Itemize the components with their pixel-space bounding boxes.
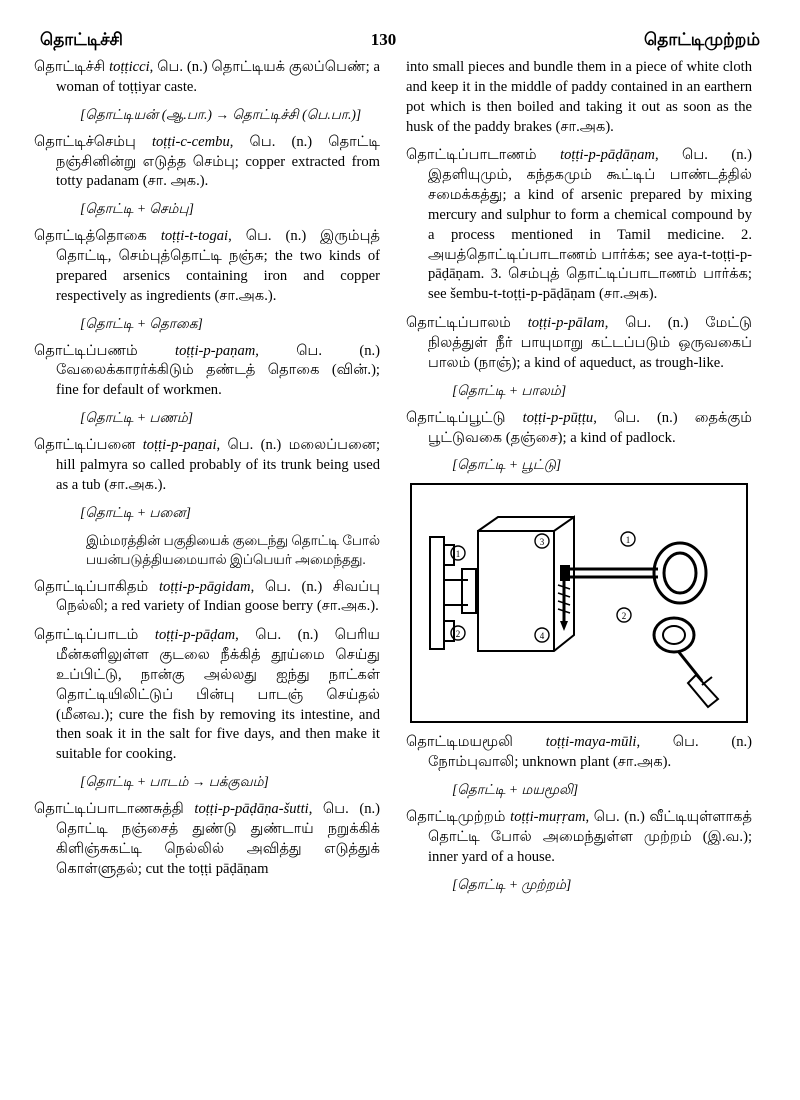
entry-totti-p-panam (34, 342, 380, 402)
entry-body: , பெ. (n.) தைக்கும் பூட்டுவகை (தஞ்சை); a kind of padlock. (428, 409, 752, 446)
entry-tottichi (34, 58, 380, 98)
transliteration: toṭṭi-p-paṇam (175, 342, 256, 359)
transliteration: toṭṭi-p-pāḍāṇam (560, 147, 655, 164)
entry-totti-p-puttu (406, 409, 752, 449)
entry-totti-p-padana-sutti (34, 800, 380, 879)
note-totti-p-panai: இம்மரத்தின் பகுதியைக் குடைந்து தொட்டி போல் பயன்படுத்தியமையால் இப்பெயர் அமைந்தது. (86, 532, 380, 568)
headword: தொட்டித்தொகை (34, 228, 147, 245)
transliteration: toṭṭi-p-paṉai (142, 437, 217, 454)
entry-totti-c-cembu (34, 133, 380, 193)
transliteration: toṭṭi-p-pūṭṭu (522, 409, 594, 426)
entry-totti-p-pagidam (34, 578, 380, 618)
headword: தொட்டிப்பாடம் (34, 627, 139, 644)
entry-totti-p-panai (34, 436, 380, 496)
entry-body: , பெ. (n.) பெரிய மீன்களிலுள்ள குடலை நீக்கித் தூய்மை செய்து உப்பிட்டு, நான்கு அல்லது ஐந்து நாட்கள் தொட்டியிலிட்டுப் பின்பு பாடஞ் செய்தல் (மீனவ.); cure the fish by removing its intestine, and then soak it in the salt for five days, and then make it suitable for cooking. (56, 627, 380, 763)
figure-label-2: 2 (455, 629, 461, 640)
entry-totti-t-togai (34, 227, 380, 306)
figure-label-1: 1 (455, 549, 461, 560)
entry-totti-murram (406, 808, 752, 868)
bracket-totti-p-panam: [தொட்டி + பணம்] (80, 410, 194, 426)
entry-body: , பெ. (n.) சிவப்பு நெல்லி; a red variety of Indian goose berry (சா.அக.). (56, 578, 380, 615)
transliteration: toṭṭi-t-togai (160, 228, 229, 245)
page-number: 130 (370, 30, 397, 49)
entry-totti-p-padanam (406, 146, 752, 305)
headword: தொட்டிப்பனை (34, 437, 136, 454)
headword: தொட்டிமுற்றம் (406, 809, 506, 826)
bracket-totti-murram: [தொட்டி + முற்றம்] (452, 876, 572, 892)
entry-body: , பெ. (n.) இரும்புத் தொட்டி, செம்புத்தொட்டி நஞ்சு; the two kinds of prepared arsenics containing iron and copper respectively as ingredients (சா.அக.). (56, 228, 380, 304)
bracket-totti-p-padam: [தொட்டி + பாடம் → பக்குவம்] (80, 774, 269, 790)
entry-continuation (406, 58, 752, 137)
entry-body: , பெ. (n.) தொட்டியக் குலப்பெண்; a woman of toṭṭiyar caste. (56, 59, 380, 95)
header-right-guideword: தொட்டிமுற்றம் (644, 30, 760, 49)
bracket-totti-p-palam: [தொட்டி + பாலம்] (452, 382, 567, 398)
header-left-guideword: தொட்டிச்சி (40, 30, 123, 49)
continuation-body: into small pieces and bundle them in a piece of white cloth and keep it in the middle of paddy contained in an earthern pot which is then boiled and taking it out as soon as the husk of the paddy brakes (சா.அக). (406, 59, 752, 135)
transliteration: toṭṭi-p-pāgidam (158, 578, 251, 595)
headword: தொட்டிச்செம்பு (34, 133, 136, 150)
entry-totti-p-palam (406, 314, 752, 374)
headword: தொட்டிப்பாடாணம் (406, 147, 537, 164)
bracket-totti-t-togai: [தொட்டி + தொகை] (80, 315, 203, 331)
entry-body: , பெ. (n.) வீட்டியுள்ளாகத் தொட்டி போல் அமைந்துள்ள முற்றம் (இ.வ.); inner yard of a house. (428, 809, 752, 865)
left-column (34, 58, 380, 889)
bracket-tottichi: [தொட்டியன் (ஆ.பா.) → தொட்டிச்சி (பெ.பா.)] (80, 106, 362, 122)
entry-body: , பெ. (n.) மேட்டு நிலத்துள் நீர் பாயுமாறு கட்டப்படும் ஒருவகைப் பாலம் (நாஞ்); a kind of aqueduct, as trough-like. (428, 315, 752, 371)
headword: தொட்டிச்சி (34, 59, 106, 75)
headword: தொட்டிப்பாலம் (406, 315, 511, 332)
right-column (406, 58, 752, 903)
bracket-totti-c-cembu: [தொட்டி + செம்பு] (80, 201, 194, 217)
padlock-figure (410, 483, 748, 723)
transliteration: toṭṭi-maya-mūli (545, 734, 637, 751)
bracket-totti-maya-muli: [தொட்டி + மயமூலி] (452, 782, 579, 798)
entry-body: , பெ. (n.) நோம்புவாலி; unknown plant (சா.அக). (428, 734, 752, 771)
entry-body: , பெ. (n.) இதளியுமும், கந்தகமும் கூட்டிப் பாண்டத்தில் சமைக்கத்து; a kind of arsenic prepared by mixing mercury and sulphur to form a chemical compound by a process mentioned in Tamil medicine. 2. அயத்தொட்டிப்பாடாணம் பார்க்க; see aya-t-toṭṭi-p-pāḍāṇam. 3. செம்புத் தொட்டிப்பாடாணம் பார்க்க; see šembu-t-toṭṭi-p-pāḍāṇam (சா.அக). (428, 147, 752, 303)
headword: தொட்டிப்பாகிதம் (34, 578, 149, 595)
entry-body: , பெ. (n.) வேலைக்காரர்க்கிடும் தண்டத் தொகை (வின்.); fine for default of workmen. (56, 342, 380, 399)
page-header (34, 30, 766, 52)
padlock-illustration (412, 485, 750, 717)
entry-body: , பெ. (n.) தொட்டி நஞ்சினின்று எடுத்த செம்பு; copper extracted from totty padanam (சா. அக.). (56, 133, 380, 190)
transliteration: toṭṭi-muṛṛam (510, 809, 586, 826)
entry-totti-p-padam (34, 626, 380, 765)
transliteration: toṭṭi-p-pālam (527, 315, 605, 332)
entry-body: , பெ. (n.) தொட்டி நஞ்சைத் துண்டு துண்டாய் நறுக்கிக் கிளிஞ்சுகட்டி நெல்லில் அவித்து எடுத்துக் கொள்ளுதல்; cut the toṭṭi pāḍāṇam (56, 801, 380, 877)
transliteration: toṭṭi-p-pāḍam (154, 627, 236, 644)
headword: தொட்டிப்பாடாணசுத்தி (34, 801, 184, 818)
transliteration: toṭṭi-c-cembu (151, 133, 230, 150)
figure-label-5: 1 (625, 535, 631, 546)
headword: தொட்டிப்பணம் (34, 342, 138, 359)
figure-label-3: 3 (539, 537, 545, 548)
figure-label-6: 2 (621, 611, 627, 622)
figure-label-4: 4 (539, 631, 545, 642)
bracket-totti-p-panai: [தொட்டி + பனை] (80, 504, 191, 520)
transliteration: toṭṭi-p-pāḍāṇa-šutti (194, 801, 309, 818)
bracket-totti-p-puttu: [தொட்டி + பூட்டு] (452, 457, 562, 473)
headword: தொட்டிமயமூலி (406, 734, 514, 751)
entry-body: , பெ. (n.) மலைப்பனை; hill palmyra so called probably of its trunk being used as a tub (சா.அக.). (56, 437, 380, 493)
headword: தொட்டிப்பூட்டு (406, 409, 506, 426)
entry-totti-maya-muli (406, 733, 752, 773)
transliteration: toṭṭicci (109, 59, 150, 75)
two-column-body (34, 58, 766, 903)
